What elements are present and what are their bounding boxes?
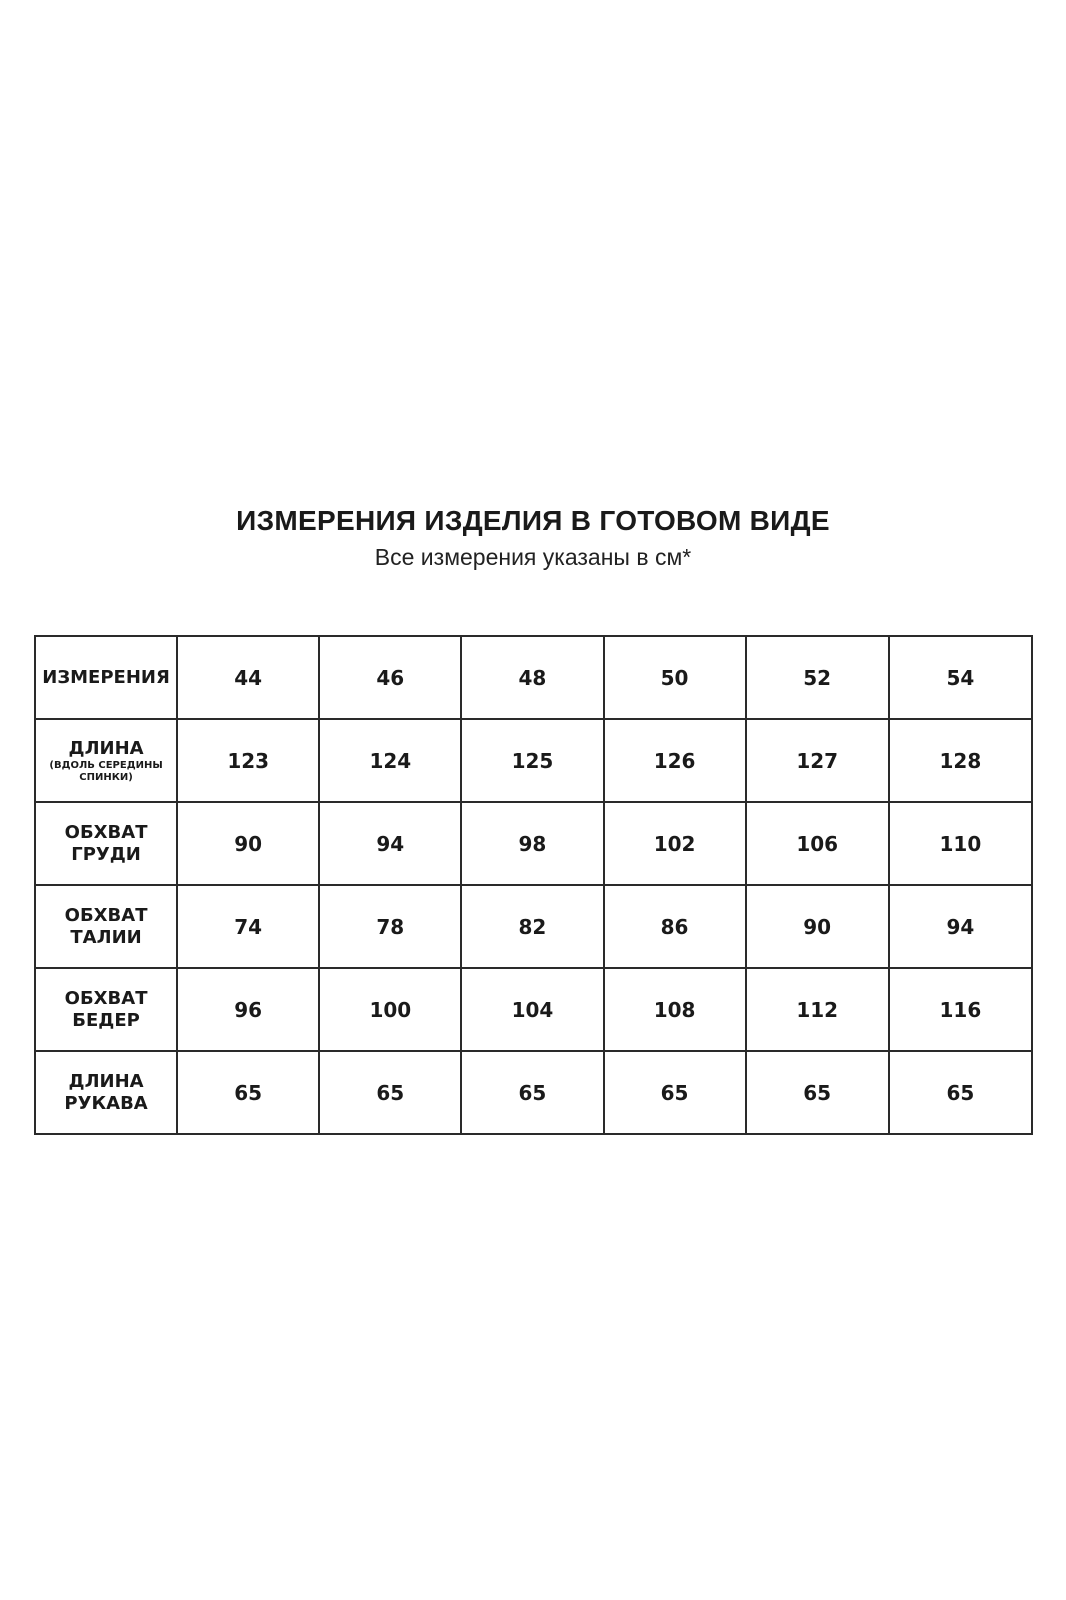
- table-row: [35, 1051, 1032, 1134]
- row-label-cell: [35, 968, 177, 1051]
- row-label: БЕДЕР: [72, 1009, 140, 1031]
- value-cell: 128: [889, 719, 1032, 802]
- row-label: ОБХВАТ: [64, 987, 148, 1009]
- row-label-cell: [35, 1051, 177, 1134]
- value-cell: 65: [889, 1051, 1032, 1134]
- value-cell: 65: [461, 1051, 603, 1134]
- value-cell: 125: [461, 719, 603, 802]
- row-label-cell: [35, 802, 177, 885]
- table-row: [35, 719, 1032, 802]
- value-cell: 82: [461, 885, 603, 968]
- row-label-cell: [35, 719, 177, 802]
- value-cell: 126: [604, 719, 746, 802]
- size-cell: 48: [461, 636, 603, 719]
- row-label-note: (ВДОЛЬ СЕРЕДИНЫ: [49, 759, 163, 771]
- row-label: РУКАВА: [64, 1092, 148, 1114]
- value-cell: 74: [177, 885, 319, 968]
- value-cell: 90: [746, 885, 889, 968]
- value-cell: 78: [319, 885, 461, 968]
- row-label-note: СПИНКИ): [79, 771, 133, 783]
- value-cell: 94: [889, 885, 1032, 968]
- header-label-cell: ИЗМЕРЕНИЯ: [35, 636, 177, 719]
- value-cell: 65: [319, 1051, 461, 1134]
- value-cell: 65: [604, 1051, 746, 1134]
- row-label: ОБХВАТ: [64, 821, 148, 843]
- row-label: ДЛИНА: [68, 737, 144, 759]
- value-cell: 106: [746, 802, 889, 885]
- value-cell: 116: [889, 968, 1032, 1051]
- table-row: [35, 802, 1032, 885]
- value-cell: 123: [177, 719, 319, 802]
- row-label-cell: [35, 885, 177, 968]
- value-cell: 127: [746, 719, 889, 802]
- table-row: [35, 968, 1032, 1051]
- size-cell: 54: [889, 636, 1032, 719]
- value-cell: 86: [604, 885, 746, 968]
- value-cell: 100: [319, 968, 461, 1051]
- page-title: ИЗМЕРЕНИЯ ИЗДЕЛИЯ В ГОТОВОМ ВИДЕ: [236, 505, 830, 536]
- value-cell: 110: [889, 802, 1032, 885]
- row-label: ТАЛИИ: [70, 926, 142, 948]
- size-cell: 44: [177, 636, 319, 719]
- table-header-row: [35, 636, 1032, 719]
- row-label: ДЛИНА: [68, 1070, 144, 1092]
- value-cell: 112: [746, 968, 889, 1051]
- value-cell: 108: [604, 968, 746, 1051]
- size-table: [34, 635, 1033, 1135]
- value-cell: 65: [746, 1051, 889, 1134]
- size-cell: 50: [604, 636, 746, 719]
- size-cell: 52: [746, 636, 889, 719]
- value-cell: 104: [461, 968, 603, 1051]
- value-cell: 90: [177, 802, 319, 885]
- size-cell: 46: [319, 636, 461, 719]
- value-cell: 124: [319, 719, 461, 802]
- value-cell: 102: [604, 802, 746, 885]
- value-cell: 65: [177, 1051, 319, 1134]
- value-cell: 94: [319, 802, 461, 885]
- value-cell: 96: [177, 968, 319, 1051]
- row-label: ОБХВАТ: [64, 904, 148, 926]
- page-subtitle: Все измерения указаны в см*: [374, 544, 692, 570]
- table-row: [35, 885, 1032, 968]
- row-label: ГРУДИ: [71, 843, 141, 865]
- value-cell: 98: [461, 802, 603, 885]
